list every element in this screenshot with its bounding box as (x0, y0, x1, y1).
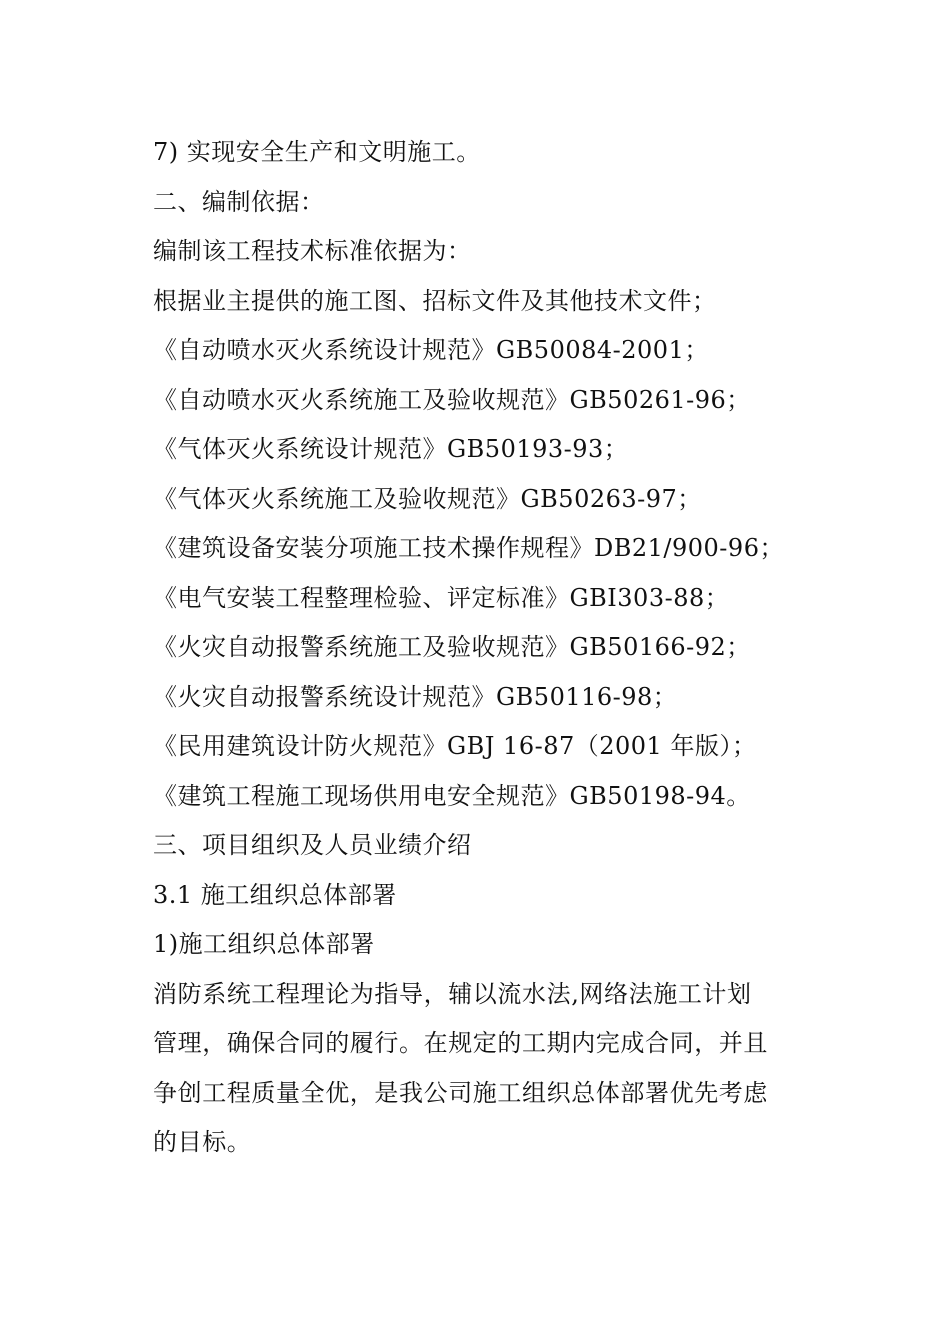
section-heading-organization: 三、项目组织及人员业绩介绍 (153, 831, 472, 859)
paragraph-line: 的目标。 (153, 1128, 252, 1156)
standard-item: 《建筑工程施工现场供用电安全规范》GB50198-94。 (153, 781, 751, 810)
standard-item: 《自动喷水灭火系统设计规范》GB50084-2001； (153, 336, 709, 364)
sub-subsection-heading: 1)施工组织总体部署 (153, 930, 375, 958)
paragraph-line: 消防系统工程理论为指导，辅以流水法,网络法施工计划 (153, 979, 752, 1008)
standard-item: 《电气安装工程整理检验、评定标准》GBI303-88； (153, 583, 730, 612)
basis-item: 根据业主提供的施工图、招标文件及其他技术文件； (153, 286, 717, 315)
list-item-safety-goal: 7) 实现安全生产和文明施工。 (153, 138, 481, 166)
document-body (153, 128, 813, 1168)
paragraph-line: 争创工程质量全优，是我公司施工组织总体部署优先考虑 (153, 1078, 768, 1107)
standard-item: 《自动喷水灭火系统施工及验收规范》GB50261-96； (153, 385, 751, 414)
basis-intro: 编制该工程技术标准依据为： (153, 237, 472, 265)
subsection-heading: 3.1 施工组织总体部署 (153, 880, 397, 909)
standard-item: 《气体灭火系统施工及验收规范》GB50263-97； (153, 484, 702, 513)
standard-item: 《民用建筑设计防火规范》GBJ 16-87（2001 年版）； (153, 732, 757, 760)
paragraph-line: 管理，确保合同的履行。在规定的工期内完成合同，并且 (153, 1029, 768, 1057)
standard-item: 《火灾自动报警系统设计规范》GB50116-98； (153, 682, 678, 711)
standard-item: 《火灾自动报警系统施工及验收规范》GB50166-92； (153, 633, 751, 661)
standard-item: 《建筑设备安装分项施工技术操作规程》DB21/900-96； (153, 534, 784, 562)
standard-item: 《气体灭火系统设计规范》GB50193-93； (153, 435, 629, 463)
section-heading-basis: 二、编制依据： (153, 187, 325, 216)
